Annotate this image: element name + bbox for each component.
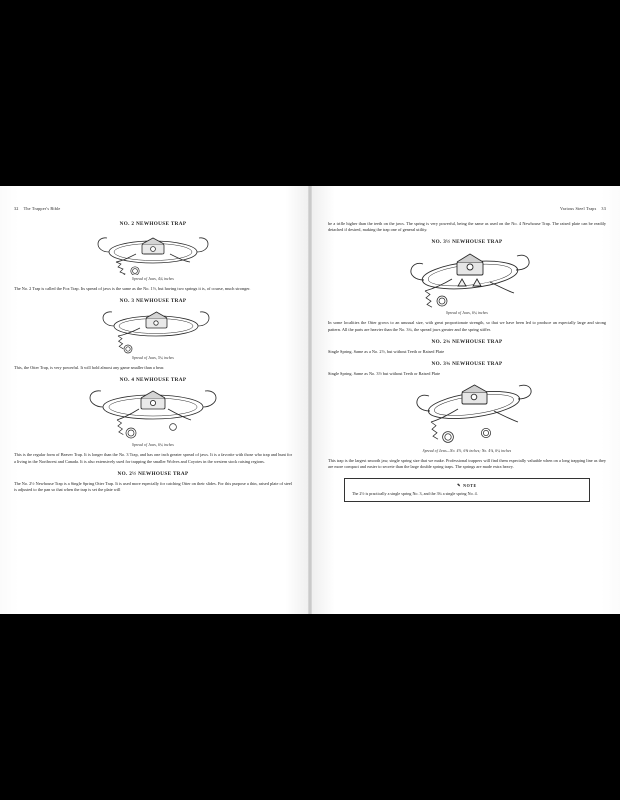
note-title-row (352, 483, 582, 488)
section-heading-no2half: NO. 2½ NEWHOUSE TRAP (117, 470, 189, 477)
note-body: The 2½ is practically a single spring No. 3, and the 3¾ a single spring No. 4. (352, 490, 478, 496)
right-running-title: Various Steel Traps (560, 206, 597, 211)
section-heading-no3half: NO. 3½ NEWHOUSE TRAP (431, 239, 503, 246)
right-running-head (328, 206, 606, 212)
note-box (344, 478, 590, 503)
note-title: NOTE (463, 482, 477, 488)
book-gutter (308, 186, 312, 614)
left-folio: 32 (14, 206, 19, 211)
left-running-head (14, 206, 292, 212)
right-page (310, 186, 620, 614)
pen-nib-icon: ✎ (457, 482, 462, 488)
paragraph-continuation: be a trifle higher than the teeth on the jaws. The spring is very powerful, being the same as used on the No. 4 Newhouse Trap. The raised plate can be readily detached if desired, making the trap one of general utility. (328, 221, 606, 233)
paragraph-no3half: In some localities the Otter grows to an unusual size, with great proportionate strength, so that we have been led to produce an especially large and strong pattern. All the parts are heavier than the No. 3¼, the spread jaws greater and the spring stiffer. (328, 320, 606, 332)
left-page (0, 186, 310, 614)
section-heading-no3threequarter: NO. 3¾ NEWHOUSE TRAP (431, 361, 503, 368)
paragraph-no3threequarter: Single Spring. Same as No. 3½ but without Teeth or Raised Plate (328, 371, 441, 377)
figure-caption-no3threequarter: Spread of Jaws—No. 4½, 6⅜ inches; No. 4⅛, 6¼ inches (422, 449, 512, 454)
figure-no3half-trap (382, 249, 552, 309)
figure-caption-no3half: Spread of Jaws, 6¼ inches (446, 311, 488, 316)
figure-caption-no4: Spread of Jaws, 6¼ inches (132, 443, 174, 448)
figure-no2-trap (78, 231, 228, 275)
paragraph-no3: This, the Otter Trap, is very powerful. It will hold almost any game smaller than a bear. (14, 365, 165, 371)
paragraph-no2threequarter: Single Spring. Same as a No. 2½, but without Teeth or Raised Plate (328, 348, 445, 354)
figure-caption-no3: Spread of Jaws, 5¼ inches (132, 356, 174, 361)
right-folio: 33 (601, 206, 606, 211)
section-heading-no2threequarter: NO. 2¾ NEWHOUSE TRAP (431, 338, 503, 345)
paragraph-no4: This is the regular form of Beaver Trap. It is longer than the No. 3 Trap, and has one inch greater spread of jaws. It is a favorite with those who trap and hunt for a living in the Northwest and Canada. It is also extensively used for trapping the smaller Wolves and Coyotes in the western stock raising regions. (14, 452, 292, 464)
paragraph-no2: The No. 2 Trap is called the Fox Trap. Its spread of jaws is the same as the No. 1½, but having two springs it is, of course, much stronger. (14, 286, 251, 291)
figure-no4-trap (73, 387, 233, 441)
section-heading-no3: NO. 3 NEWHOUSE TRAP (119, 298, 187, 305)
section-heading-no4: NO. 4 NEWHOUSE TRAP (119, 377, 187, 384)
left-running-title: The Trapper's Bible (23, 206, 61, 211)
figure-no3threequarter-trap (382, 381, 552, 447)
book-spread (0, 186, 620, 614)
figure-no3-trap (78, 308, 228, 354)
figure-caption-no2: Spread of Jaws, 4¾ inches (132, 277, 174, 281)
section-heading-no2: NO. 2 NEWHOUSE TRAP (119, 221, 187, 227)
paragraph-closing: This trap is the largest smooth jaw, single spring size that we make. Professional trappers will find them especially valuable when on a long trapping line as they are more compact and easier to secrete than the large double spring traps. The springs are made extra heavy. (328, 458, 606, 470)
paragraph-no2half: The No. 2½ Newhouse Trap is a Single Spring Otter Trap. It is used more especially for catching Otter on their slides. For this purpose a thin, raised plate of steel is adjusted to the pan so that when the trap is set the plate will (14, 480, 292, 493)
